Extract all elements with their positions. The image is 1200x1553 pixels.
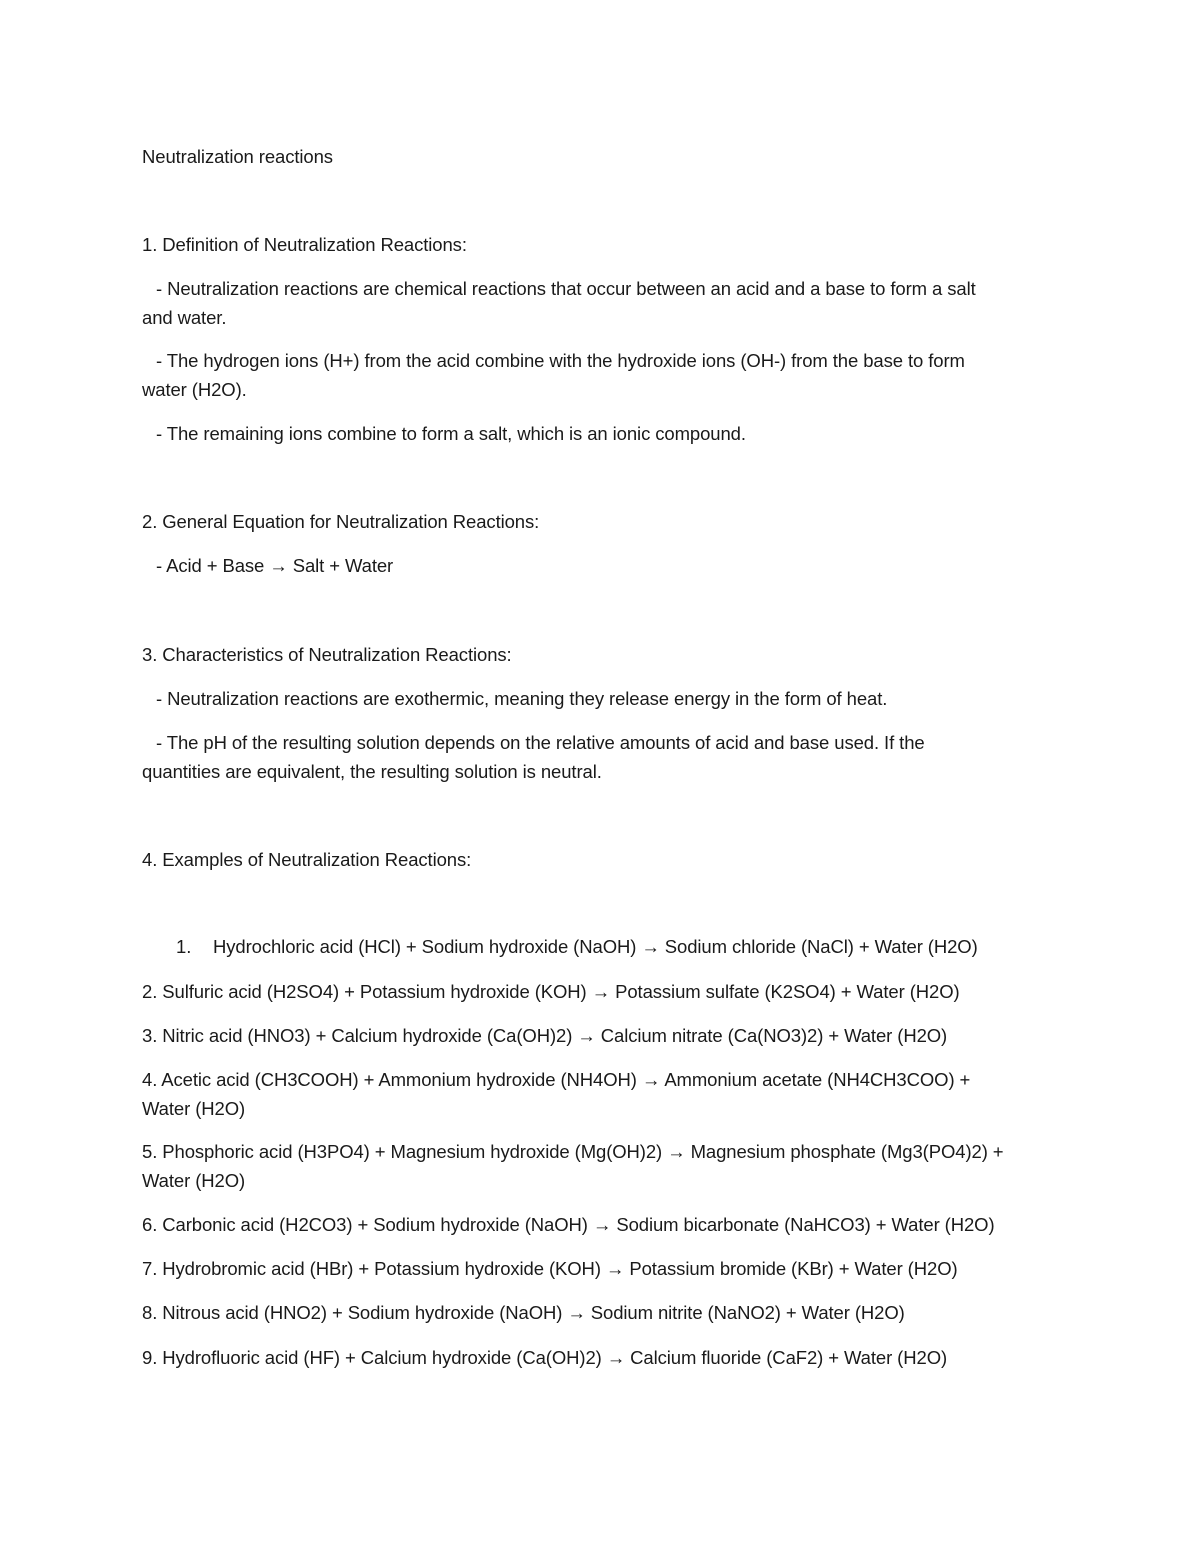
section-4-heading: 4. Examples of Neutralization Reactions:	[142, 849, 472, 870]
section-3-bullet: - Neutralization reactions are exothermic, meaning they release energy in the form of heat.	[156, 688, 888, 709]
example-item: 9. Hydrofluoric acid (HF) + Calcium hydroxide (Ca(OH)2) → Calcium fluoride (CaF2) + Water (H2O)	[142, 1347, 948, 1368]
example-item	[176, 932, 978, 961]
section-1-heading: 1. Definition of Neutralization Reactions:	[142, 234, 467, 255]
general-equation: - Acid + Base → Salt + Water	[156, 555, 394, 576]
example-item: 4. Acetic acid (CH3COOH) + Ammonium hydroxide (NH4OH) → Ammonium acetate (NH4CH3COO) +	[142, 1069, 971, 1090]
list-number: 1.	[176, 936, 192, 957]
example-item: 5. Phosphoric acid (H3PO4) + Magnesium hydroxide (Mg(OH)2) → Magnesium phosphate (Mg3(PO4)2) +	[142, 1141, 1004, 1162]
section-1-bullet: - Neutralization reactions are chemical reactions that occur between an acid and a base to form a salt	[156, 278, 976, 299]
example-item: 2. Sulfuric acid (H2SO4) + Potassium hydroxide (KOH) → Potassium sulfate (K2SO4) + Water (H2O)	[142, 981, 960, 1002]
document-title: Neutralization reactions	[142, 146, 333, 167]
section-1-bullet: - The hydrogen ions (H+) from the acid combine with the hydroxide ions (OH-) from the base to form	[156, 350, 965, 371]
example-item: 8. Nitrous acid (HNO2) + Sodium hydroxide (NaOH) → Sodium nitrite (NaNO2) + Water (H2O)	[142, 1302, 905, 1323]
example-item: 3. Nitric acid (HNO3) + Calcium hydroxide (Ca(OH)2) → Calcium nitrate (Ca(NO3)2) + Water (H2O)	[142, 1025, 948, 1046]
section-3-bullet: - The pH of the resulting solution depends on the relative amounts of acid and base used. If the	[156, 732, 925, 753]
section-1-bullet-continuation: water (H2O).	[142, 379, 247, 400]
example-item-continuation: Water (H2O)	[142, 1098, 246, 1119]
section-1-bullet-continuation: and water.	[142, 307, 227, 328]
example-item: 7. Hydrobromic acid (HBr) + Potassium hydroxide (KOH) → Potassium bromide (KBr) + Water (H2O)	[142, 1258, 958, 1279]
section-3-heading: 3. Characteristics of Neutralization Reactions:	[142, 644, 512, 665]
example-text: Hydrochloric acid (HCl) + Sodium hydroxide (NaOH) → Sodium chloride (NaCl) + Water (H2O)	[213, 936, 978, 957]
section-2-heading: 2. General Equation for Neutralization Reactions:	[142, 511, 540, 532]
section-1-bullet: - The remaining ions combine to form a salt, which is an ionic compound.	[156, 423, 746, 444]
section-3-bullet-continuation: quantities are equivalent, the resulting solution is neutral.	[142, 761, 602, 782]
example-item-continuation: Water (H2O)	[142, 1170, 246, 1191]
example-item: 6. Carbonic acid (H2CO3) + Sodium hydroxide (NaOH) → Sodium bicarbonate (NaHCO3) + Water (H2O)	[142, 1214, 995, 1235]
